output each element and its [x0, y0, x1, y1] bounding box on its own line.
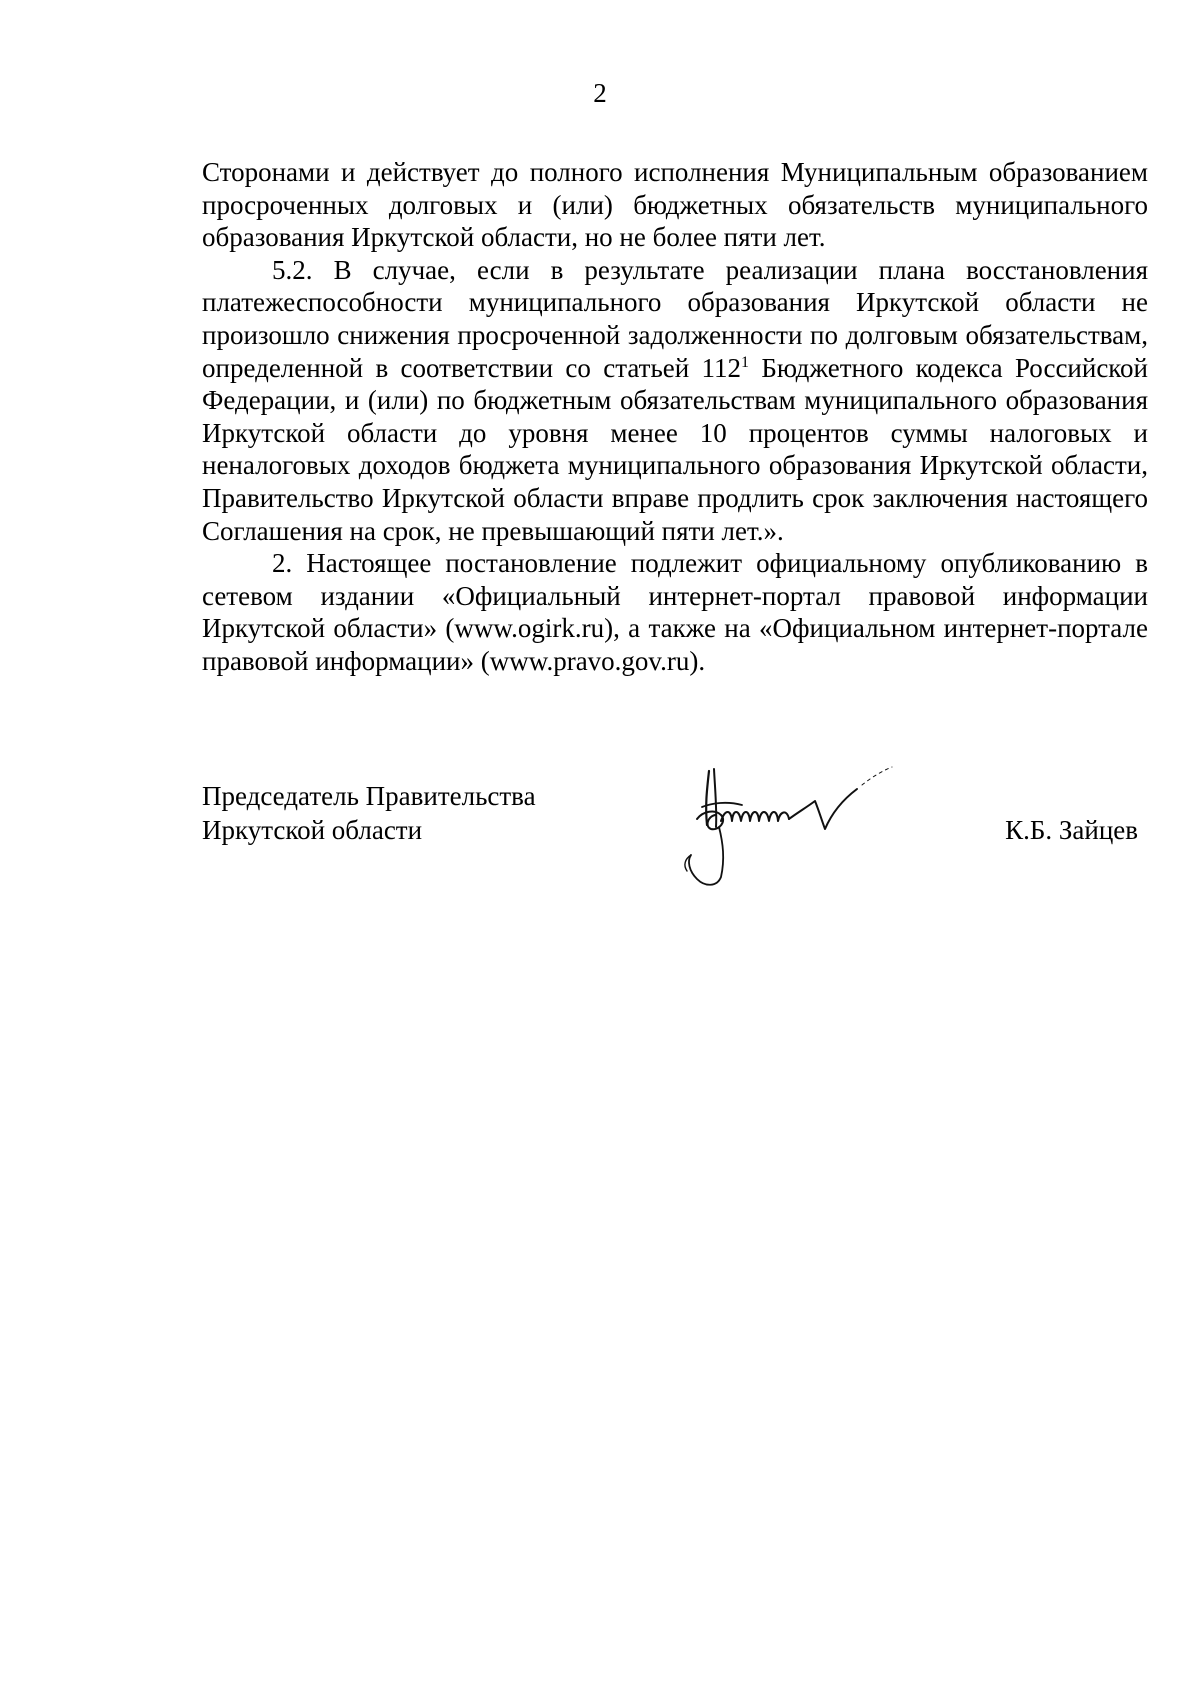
signer-name: К.Б. Зайцев — [1005, 815, 1138, 845]
document-body — [202, 156, 1148, 678]
signer-title — [202, 779, 536, 847]
paragraph-5-2-text-before: 5.2. В случае, если в результате реализации плана восстановления платежеспособности муниципального образования Иркутской области не произошло снижения просроченной задолженности по долговым обязательствам, определенной в соответствии со статьей 112 — [202, 254, 1148, 383]
page-number: 2 — [593, 78, 607, 108]
signer-title-line-2: Иркутской области — [202, 815, 423, 845]
paragraph-5-2-text-after: Бюджетного кодекса Российской Федерации, и (или) по бюджетным обязательствам муниципального образования Иркутской области до уровня менее 10 процентов суммы налоговых и неналоговых доходов бюджета муниципального образования Иркутской области, Правительство Иркутской области вправе продлить срок заключения настоящего Соглашения на срок, не превышающий пяти лет.». — [202, 352, 1149, 546]
paragraph-continuation: Сторонами и действует до полного исполнения Муниципальным образованием просроченных долговых и (или) бюджетных обязательств муниципального образования Иркутской области, но не более пяти лет. — [202, 157, 1148, 253]
paragraph-publication: 2. Настоящее постановление подлежит официальному опубликованию в сетевом издании «Официальный интернет-портал правовой информации Иркутской области» (www.ogirk.ru), а также на «Официальном интернет-портале правовой информации» (www.pravo.gov.ru). — [202, 548, 1148, 676]
paragraph-5-2 — [202, 254, 1148, 547]
article-superscript: 1 — [741, 353, 750, 371]
signature-block — [202, 779, 1148, 929]
signer-title-line-1: Председатель Правительства — [202, 781, 536, 811]
handwritten-signature — [657, 759, 917, 899]
